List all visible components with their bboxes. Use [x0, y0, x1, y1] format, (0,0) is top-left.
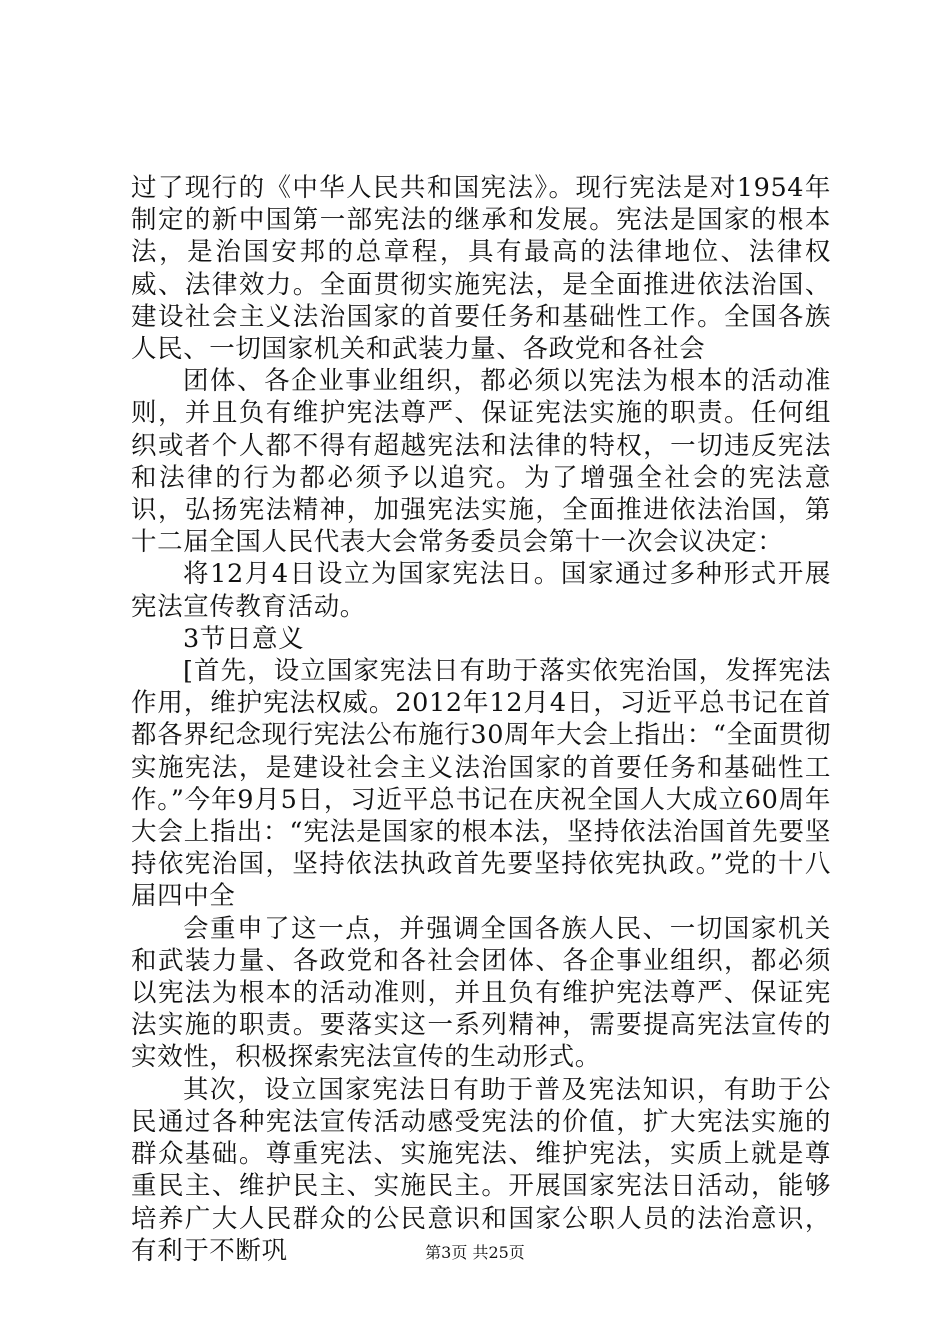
paragraph-3: 将12月4日设立为国家宪法日。国家通过多种形式开展宪法宣传教育活动。 [131, 559, 831, 622]
paragraph-6: 会重申了这一点，并强调全国各族人民、一切国家机关和武装力量、各政党和各社会团体、各企事业组织，都必须以宪法为根本的活动准则，并且负有维护宪法尊严、保证宪法实施的职责。要落实这一系列精神，需要提高宪法宣传的实效性，积极探索宪法宣传的生动形式。 [131, 913, 831, 1073]
section-heading: 3节日意义 [183, 623, 305, 654]
paragraph-7: 其次，设立国家宪法日有助于普及宪法知识，有助于公民通过各种宪法宣传活动感受宪法的价值，扩大宪法实施的群众基础。尊重宪法、实施宪法、维护宪法，实质上就是尊重民主、维护民主、实施民主。开展国家宪法日活动，能够培养广大人民群众的公民意识和国家公职人员的法治意识，有利于不断巩 [131, 1074, 831, 1266]
paragraph-5: [首先，设立国家宪法日有助于落实依宪治国，发挥宪法作用，维护宪法权威。2012年12月4日，习近平总书记在首都各界纪念现行宪法公布施行30周年大会上指出：“全面贯彻实施宪法，是建设社会主义法治国家的首要任务和基础性工作。”今年9月5日，习近平总书记在庆祝全国人大成立60周年大会上指出：“宪法是国家的根本法，坚持依法治国首先要坚持依宪治国，坚持依法执政首先要坚持依宪执政。”党的十八届四中全 [131, 656, 831, 912]
paragraph-1: 过了现行的《中华人民共和国宪法》。现行宪法是对1954年制定的新中国第一部宪法的继承和发展。宪法是国家的根本法，是治国安邦的总章程，具有最高的法律地位、法律权威、法律效力。全面贯彻实施宪法，是全面推进依法治国、建设社会主义法治国家的首要任务和基础性工作。全国各族人民、一切国家机关和武装力量、各政党和各社会 [131, 173, 831, 365]
document-body [131, 172, 831, 1267]
paragraph-2: 团体、各企业事业组织，都必须以宪法为根本的活动准则，并且负有维护宪法尊严、保证宪法实施的职责。任何组织或者个人都不得有超越宪法和法律的特权，一切违反宪法和法律的行为都必须予以追究。为了增强全社会的宪法意识，弘扬宪法精神，加强宪法实施，全面推进依法治国，第十二届全国人民代表大会常务委员会第十一次会议决定： [131, 366, 831, 558]
page-footer: 第3页 共25页 [425, 1243, 525, 1262]
